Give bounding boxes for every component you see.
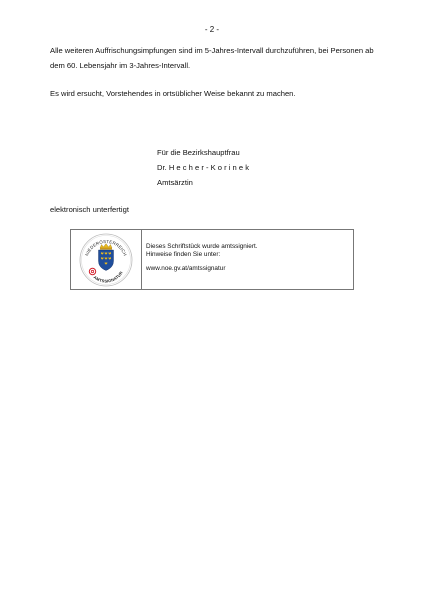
electronic-signature-note: elektronisch unterfertigt (50, 205, 129, 214)
seal-top-text: NIEDERÖSTERREICH (84, 238, 128, 257)
official-signature-box (70, 229, 354, 290)
page-number: - 2 - (204, 25, 220, 34)
signature-block (157, 145, 249, 190)
seal-bottom-text: AMTSSIGNATUR (92, 270, 124, 284)
official-seal (71, 230, 142, 289)
signature-title: Amtsärztin (157, 178, 193, 187)
signature-name: Dr. H e c h e r - K o r i n e k (157, 163, 249, 172)
signature-info-line2: Hinweise finden Sie unter: (146, 250, 221, 258)
amtssignatur-seal-icon (78, 232, 134, 288)
paragraph-booster-intervals: Alle weiteren Auffrischungsimpfungen sind im 5-Jahres-Intervall durchzuführen, bei Personen ab dem 60. Lebensjahr im 3-Jahres-Intervall. (50, 46, 374, 70)
signature-info-line1: Dieses Schriftstück wurde amtssigniert. (146, 243, 258, 250)
signature-info (142, 230, 258, 289)
signature-role: Für die Bezirkshauptfrau (157, 148, 240, 157)
amtssignatur-link[interactable]: www.noe.gv.at/amtssignatur (146, 265, 226, 272)
paragraph-publication-request: Es wird ersucht, Vorstehendes in ortsüblicher Weise bekannt zu machen. (50, 89, 296, 98)
